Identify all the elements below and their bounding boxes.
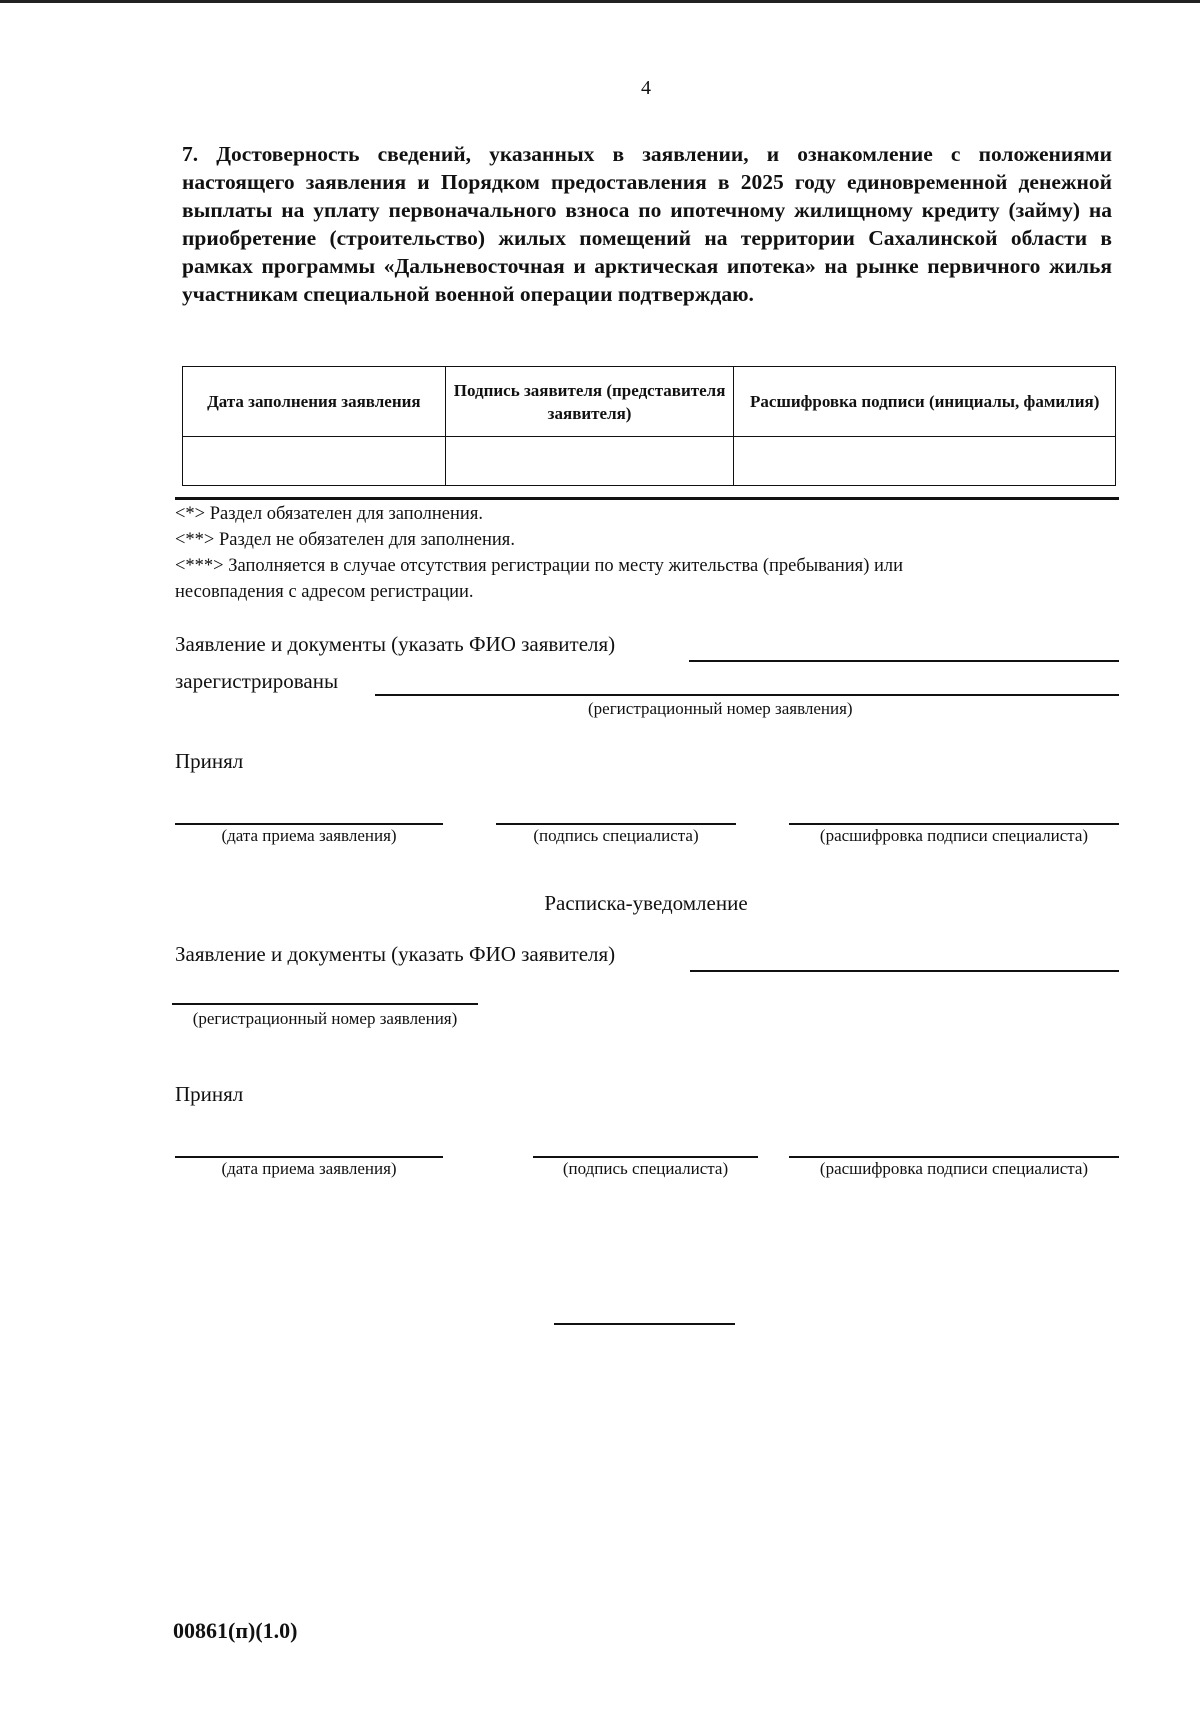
page-number: 4 <box>641 77 651 99</box>
section-divider <box>175 497 1119 500</box>
footnote-optional: <**> Раздел не обязателен для заполнения. <box>175 530 515 550</box>
receipt-accepted-label: Принял <box>175 1082 244 1106</box>
receipt-acceptance-date-field[interactable] <box>175 1156 443 1158</box>
header-signature-decoding: Расшифровка подписи (инициалы, фамилия) <box>734 367 1116 437</box>
declaration-paragraph: 7. Достоверность сведений, указанных в заявлении, и ознакомление с положениями настоящего заявления и Порядком предоставления в 2025 году единовременной денежной выплаты на уплату первоначального взноса по ипотечному жилищному кредиту (займу) на приобретение (строительство) жилых помещений на территории Сахалинской области в рамках программы «Дальневосточная и арктическая ипотека» на рынке первичного жилья участникам специальной военной операции подтверждаю. <box>182 142 1112 306</box>
footnote-residence-cont: несовпадения с адресом регистрации. <box>175 582 474 602</box>
registered-label: зарегистрированы <box>175 669 339 693</box>
signature-decoding-field[interactable] <box>789 823 1119 825</box>
accepted-label: Принял <box>175 749 244 773</box>
receipt-signature-decoding-caption: (расшифровка подписи специалиста) <box>819 1159 1089 1178</box>
document-code: 00861(п)(1.0) <box>173 1618 298 1643</box>
table-header-row <box>183 367 1116 437</box>
applicant-name-field[interactable] <box>689 660 1119 662</box>
footnote-required: <*> Раздел обязателен для заполнения. <box>175 504 483 524</box>
signature-table <box>182 366 1116 486</box>
receipt-registration-number-field[interactable] <box>172 1003 478 1005</box>
registration-docs-label: Заявление и документы (указать ФИО заявителя) <box>175 632 616 656</box>
footnote-residence: <***> Заполняется в случае отсутствия регистрации по месту жительства (пребывания) или <box>175 556 904 576</box>
header-applicant-signature: Подпись заявителя (представителя заявителя) <box>445 367 734 437</box>
specialist-signature-caption: (подпись специалиста) <box>533 826 699 845</box>
receipt-registration-number-caption: (регистрационный номер заявления) <box>192 1009 458 1028</box>
receipt-docs-label: Заявление и документы (указать ФИО заявителя) <box>175 942 616 966</box>
end-separator-line <box>554 1323 735 1325</box>
registration-number-caption: (регистрационный номер заявления) <box>588 699 853 718</box>
acceptance-date-field[interactable] <box>175 823 443 825</box>
table-row <box>183 437 1116 486</box>
receipt-specialist-signature-field[interactable] <box>533 1156 758 1158</box>
top-border-line <box>0 0 1200 3</box>
header-fill-date: Дата заполнения заявления <box>183 367 446 437</box>
receipt-acceptance-date-caption: (дата приема заявления) <box>221 1159 397 1178</box>
receipt-specialist-signature-caption: (подпись специалиста) <box>562 1159 729 1178</box>
footnotes <box>175 501 1075 605</box>
applicant-signature-cell[interactable] <box>445 437 734 486</box>
receipt-title: Расписка-уведомление <box>544 891 748 915</box>
signature-decoding-caption: (расшифровка подписи специалиста) <box>819 826 1089 845</box>
receipt-applicant-name-field[interactable] <box>690 970 1119 972</box>
specialist-signature-field[interactable] <box>496 823 736 825</box>
registration-number-field[interactable] <box>375 694 1119 696</box>
receipt-signature-decoding-field[interactable] <box>789 1156 1119 1158</box>
signature-decoding-cell[interactable] <box>734 437 1116 486</box>
acceptance-date-caption: (дата приема заявления) <box>221 826 397 845</box>
fill-date-cell[interactable] <box>183 437 446 486</box>
